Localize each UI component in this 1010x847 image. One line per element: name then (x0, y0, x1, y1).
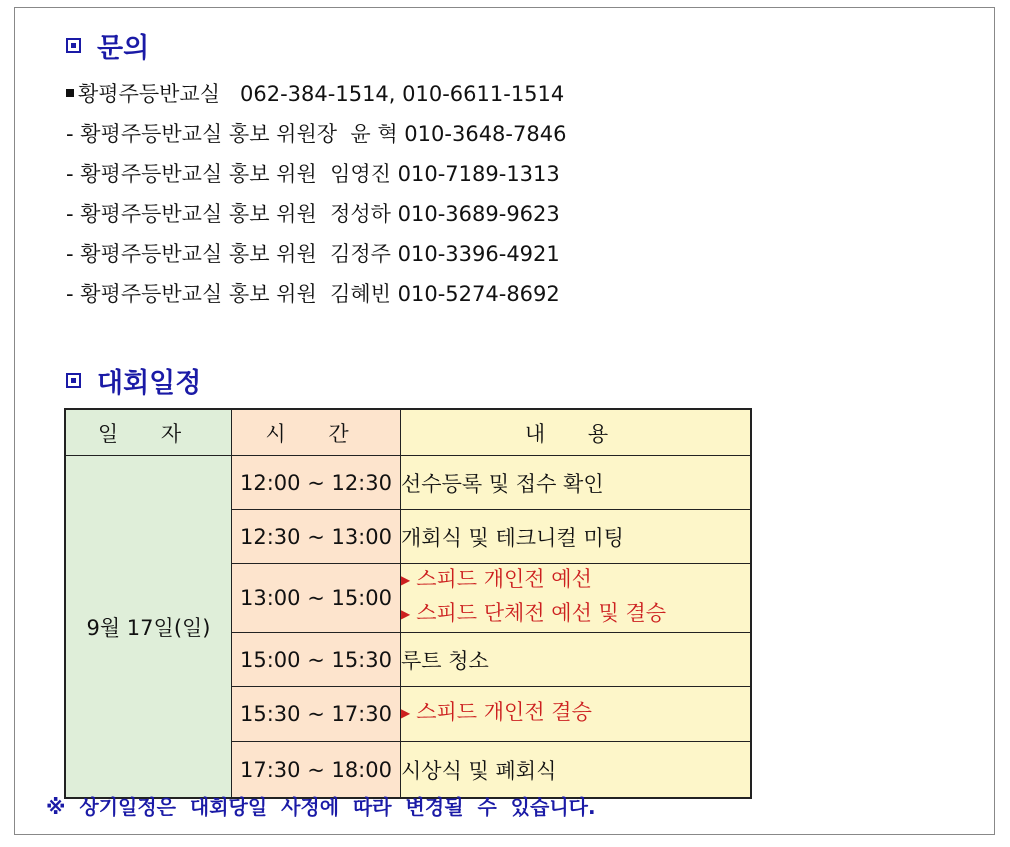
header-time: 시 간 (232, 409, 401, 456)
highlighted-event (401, 697, 750, 731)
event-label: 스피드 단체전 예선 및 결승 (416, 601, 667, 625)
contact-line: - 황평주등반교실 홍보 위원 임영진 010-7189-1313 (66, 162, 560, 186)
contact-line: - 황평주등반교실 홍보 위원 김혜빈 010-5274-8692 (66, 282, 560, 306)
time-cell: 17:30 ~ 18:00 (232, 742, 401, 799)
contact-line: - 황평주등반교실 홍보 위원장 윤 혁 010-3648-7846 (66, 122, 567, 146)
content-cell (401, 456, 752, 510)
inquiry-title: 문의 (97, 33, 150, 64)
time-cell: 12:30 ~ 13:00 (232, 510, 401, 564)
highlighted-event (401, 564, 750, 598)
content-cell (401, 687, 752, 742)
black-square-icon (66, 89, 74, 97)
table-header-row (65, 409, 751, 456)
triangle-right-icon: ▶ (401, 607, 411, 621)
event-label: 개회식 및 테크니컬 미팅 (401, 525, 624, 550)
schedule-title: 대회일정 (97, 368, 202, 399)
time-cell: 15:00 ~ 15:30 (232, 633, 401, 687)
schedule-table (64, 408, 752, 799)
table-row (65, 456, 751, 510)
content-cell (401, 633, 752, 687)
main-contact-line (66, 78, 564, 108)
contact-line: - 황평주등반교실 홍보 위원 김정주 010-3396-4921 (66, 242, 560, 266)
event-label: 시상식 및 폐회식 (401, 758, 557, 783)
event-date: 9월 17일(일) (65, 456, 232, 799)
schedule-heading (66, 361, 201, 400)
main-contact-text: 황평주등반교실 062-384-1514, 010-6611-1514 (78, 82, 565, 106)
square-bullet-icon (66, 38, 81, 53)
header-content: 내 용 (401, 409, 752, 456)
highlighted-event (401, 598, 750, 632)
time-cell: 15:30 ~ 17:30 (232, 687, 401, 742)
time-cell: 13:00 ~ 15:00 (232, 564, 401, 633)
content-cell (401, 564, 752, 633)
inquiry-heading (66, 26, 149, 65)
content-cell (401, 742, 752, 799)
header-date: 일 자 (65, 409, 232, 456)
event-label: 루트 청소 (401, 648, 489, 673)
time-cell: 12:00 ~ 12:30 (232, 456, 401, 510)
triangle-right-icon: ▶ (401, 706, 411, 720)
content-cell (401, 510, 752, 564)
schedule-note: ※ 상기일정은 대회당일 사정에 따라 변경될 수 있습니다. (46, 795, 596, 819)
contact-line: - 황평주등반교실 홍보 위원 정성하 010-3689-9623 (66, 202, 560, 226)
event-label: 선수등록 및 접수 확인 (401, 471, 604, 496)
triangle-right-icon: ▶ (401, 573, 411, 587)
event-label: 스피드 개인전 예선 (416, 567, 592, 591)
event-label: 스피드 개인전 결승 (416, 700, 592, 724)
square-bullet-icon (66, 373, 81, 388)
